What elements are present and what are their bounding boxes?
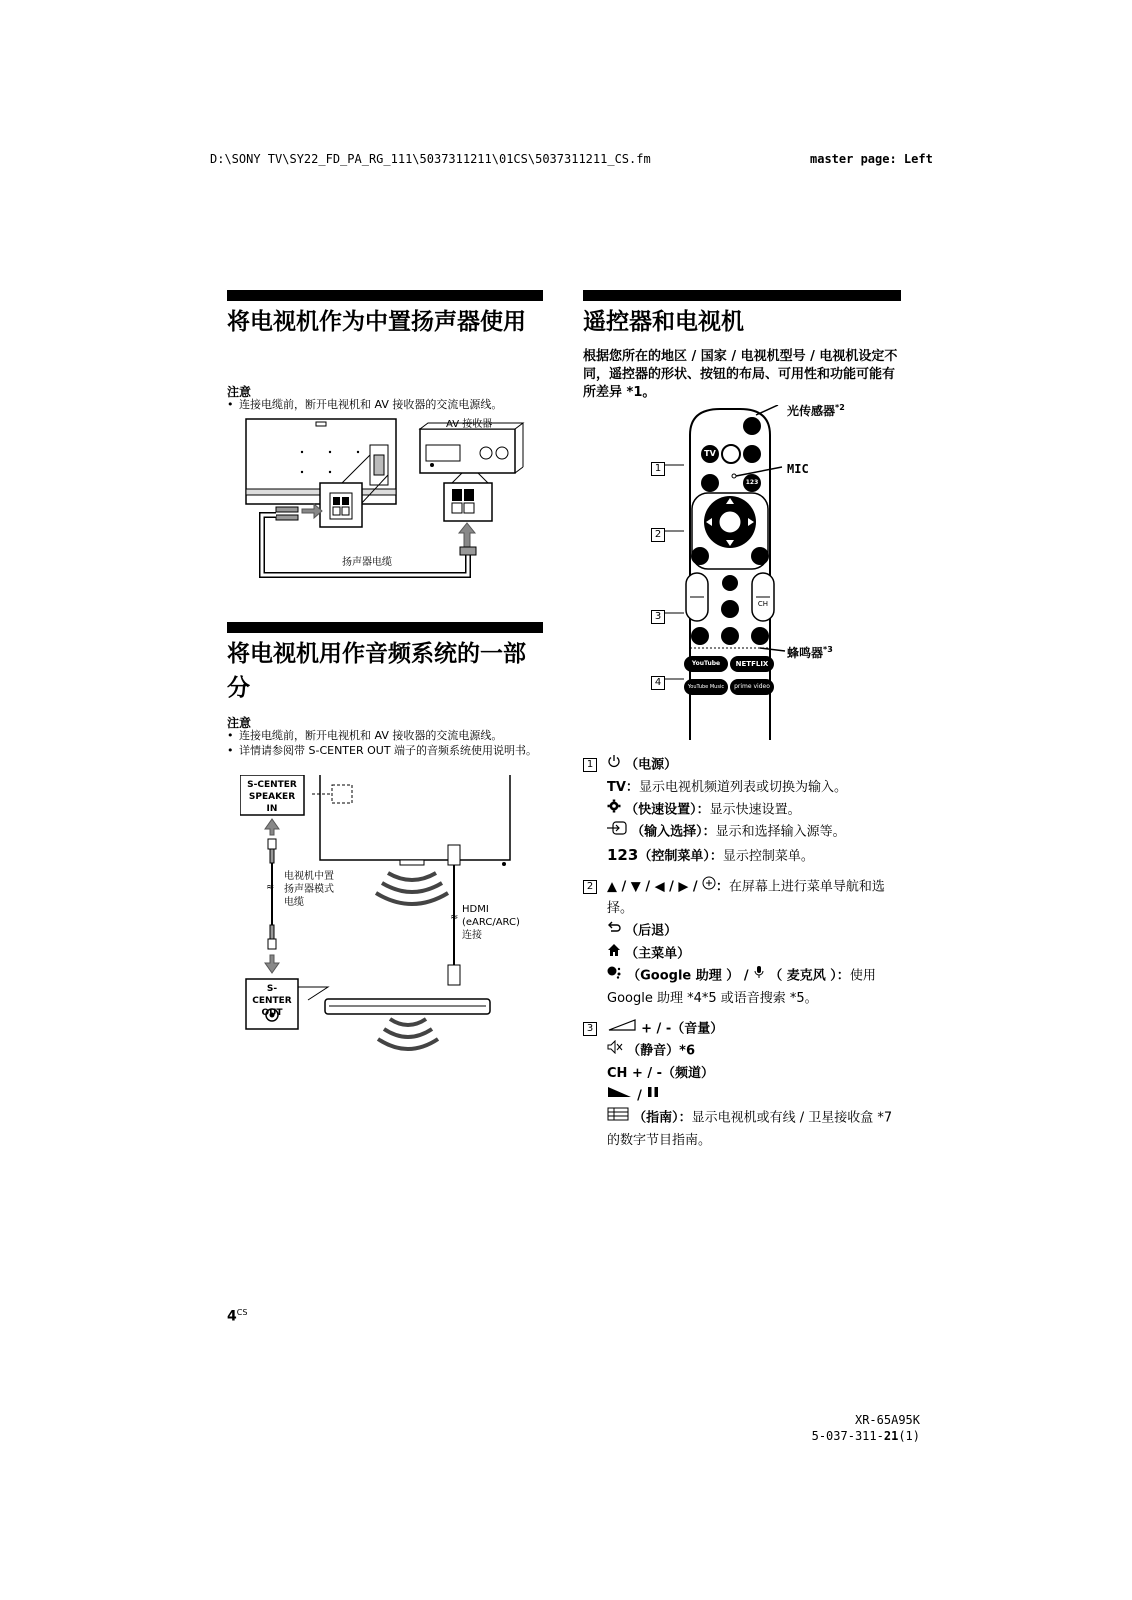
speaker-in-label: S-CENTER SPEAKER IN [247, 780, 297, 814]
mute-icon [607, 1040, 623, 1062]
model-info [700, 1412, 920, 1444]
model-number: XR-65A95K [854, 1413, 920, 1427]
desc-group-2: 2 ▲ / ▼ / ◀ / ▶ / ：在屏幕上进行菜单导航和选择。 [583, 876, 903, 921]
home-icon [607, 943, 621, 965]
group-number: 3 [583, 1022, 597, 1036]
callout-number: 3 [651, 610, 665, 624]
play-icon [607, 1085, 633, 1107]
remote-intro-text: 根据您所在的地区 / 国家 / 电视机型号 / 电视机设定不同，遥控器的形状、按钮的布局、可用性和功能可能有所差异 *1。 [583, 349, 898, 400]
note-heading: 注意 [227, 716, 252, 730]
document-code: 5-037-311-21(1) [811, 1429, 920, 1443]
button-descriptions: 1 （电源） TV：显示电视机频道列表或切换为输入。 （快速设置）：显示快速设置。 （输入选择）：显示和选择输入源等。 123（控制菜单）：显示控制菜单。 2 ▲ / ▼ / ◀ / ▶ / ：在屏幕上进行菜单导航和选择。 （后退） （主菜单） （Google 助理 ） / （ 麦克风 ）：使用 Google 助理 *4*5 或语音搜索 *5。 3 + / -（音量） （静音）*6 CH + / -（频道） / （指南）：显示电视机或有线 / 卫星接收盒 *7 的数字节目指南。 [583, 754, 903, 1152]
section-divider-bar [227, 290, 543, 301]
speaker-cable-label: 扬声器电缆 [342, 557, 392, 568]
note-list [227, 397, 543, 412]
section-divider-bar [583, 290, 901, 301]
mic-icon [753, 965, 765, 987]
youtube-music-button: YouTube Music [687, 684, 725, 690]
pause-icon [646, 1085, 660, 1107]
section-title-audio-system: 将电视机用作音频系统的一部分 [227, 641, 526, 701]
input-icon [607, 821, 627, 843]
section-divider-bar [227, 622, 543, 633]
desc-group-3: 3 + / -（音量） [583, 1018, 903, 1041]
num123-button: 123 [745, 479, 759, 486]
gear-icon [607, 799, 621, 821]
youtube-button: YouTube [691, 660, 721, 667]
desc-group-1: 1 （电源） [583, 754, 903, 777]
power-icon [607, 754, 621, 776]
center-speaker-diagram [240, 415, 540, 595]
light-sensor-label: 光传感器$^{*2}$ [787, 403, 845, 418]
group-number: 1 [583, 758, 597, 772]
header-master-page: master page: Left [810, 152, 933, 166]
section-title-center-speaker: 将电视机作为中置扬声器使用 [227, 309, 526, 335]
section-title-remote: 遥控器和电视机 [583, 309, 744, 335]
hdmi-connection-label: HDMI (eARC/ARC) 连接 [462, 904, 520, 941]
note-item: • 详情请参阅带 S-CENTER OUT 端子的音频系统使用说明书。 [227, 743, 543, 758]
netflix-button: NETFLIX [735, 660, 769, 668]
audio-system-diagram [240, 775, 540, 1075]
google-assistant-icon [607, 965, 623, 987]
prime-video-button: prime video [734, 683, 770, 690]
callout-number: 2 [651, 528, 665, 542]
av-receiver-label: AV 接收器 [446, 419, 493, 430]
svg-text:≈: ≈ [266, 882, 275, 893]
note-list [227, 728, 543, 758]
note-heading: 注意 [227, 385, 252, 399]
note-item: • 连接电缆前，断开电视机和 AV 接收器的交流电源线。 [227, 728, 543, 743]
note-item: • 连接电缆前，断开电视机和 AV 接收器的交流电源线。 [227, 397, 543, 412]
callout-number: 1 [651, 462, 665, 476]
callout-number: 4 [651, 676, 665, 690]
ch-button: CH [757, 600, 769, 608]
center-speaker-cable-label: 电视机中置扬声器模式电缆 [284, 871, 334, 908]
tv-button: TV [704, 449, 716, 458]
remote-control-illustration [660, 405, 800, 740]
s-center-out-label: S-CENTER OUT [252, 984, 292, 1018]
guide-icon [607, 1107, 629, 1129]
mic-label: MIC [787, 462, 809, 476]
group-number: 2 [583, 880, 597, 894]
enter-icon [702, 876, 716, 898]
volume-icon [607, 1018, 637, 1040]
header-file-path: D:\SONY TV\SY22_FD_PA_RG_111\5037311211\01CS\5037311211_CS.fm [210, 152, 651, 166]
svg-text:≈: ≈ [450, 912, 459, 923]
page-number: $4^{CS}$ [227, 1308, 248, 1325]
buzzer-label: 蜂鸣器$^{*3}$ [787, 645, 833, 660]
num-123-icon: 123 [607, 845, 639, 864]
back-icon [607, 920, 621, 942]
